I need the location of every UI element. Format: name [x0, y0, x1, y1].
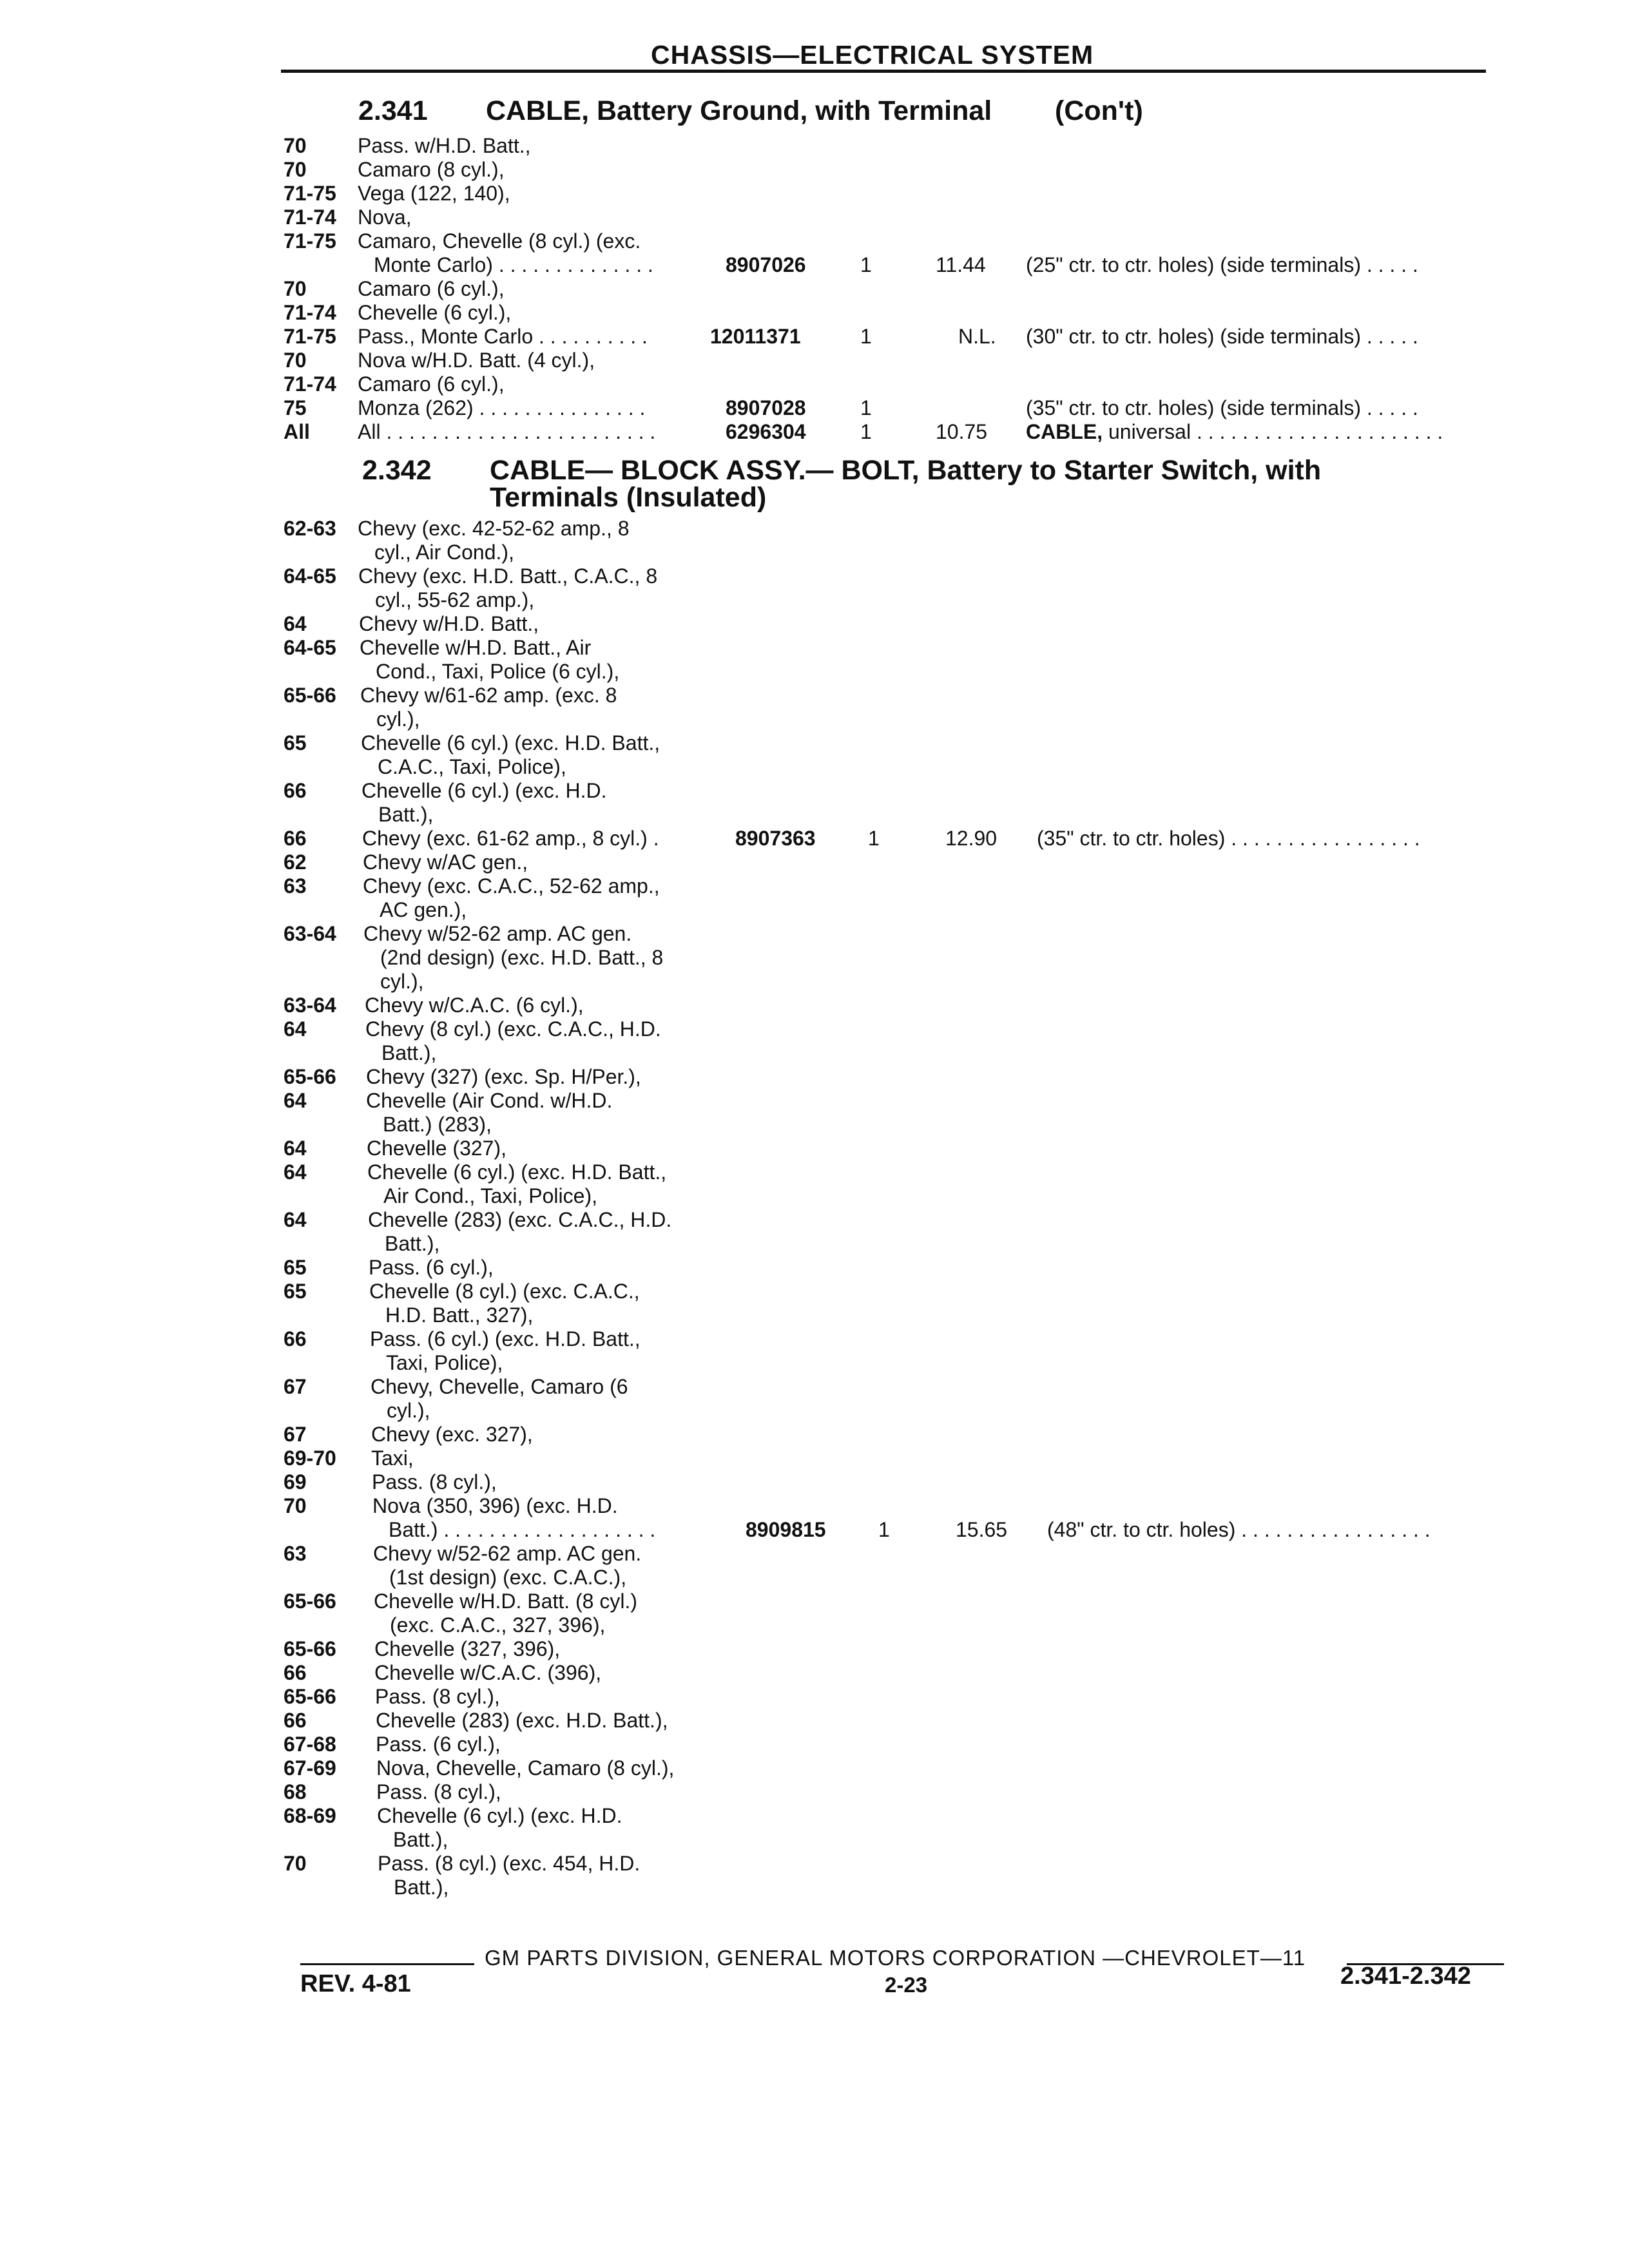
model-year: 71-75: [284, 325, 336, 348]
model-year: 67: [284, 1423, 307, 1446]
model-year: 68: [284, 1780, 307, 1803]
parts-row: [0, 1137, 1629, 1160]
parts-row: [0, 1399, 1629, 1423]
part-number: 8907363: [735, 827, 816, 850]
application-description: (exc. C.A.C., 327, 396),: [390, 1613, 606, 1637]
model-year: 70: [284, 134, 307, 157]
model-year: 63-64: [284, 994, 336, 1017]
parts-row: [0, 1208, 1629, 1232]
model-year: 71-75: [284, 182, 336, 205]
price: 11.44: [936, 253, 986, 276]
part-note-text: (35" ctr. to ctr. holes) . . . . . . . . . . . . . . . . .: [1037, 827, 1420, 850]
model-year: 64: [284, 1208, 307, 1231]
parts-row: [0, 1089, 1629, 1113]
model-year: 63-64: [284, 922, 336, 945]
parts-row: [0, 1542, 1629, 1566]
parts-row: [0, 1637, 1629, 1661]
footer-section-range: 2.341-2.342: [1340, 1963, 1471, 1990]
application-description: cyl.),: [387, 1399, 430, 1422]
application-description: AC gen.),: [380, 898, 467, 921]
footer-rule-left: [300, 1963, 474, 1965]
model-year: 65: [284, 1280, 307, 1303]
application-description: Air Cond., Taxi, Police),: [383, 1184, 597, 1207]
application-description: Pass. (6 cyl.),: [369, 1256, 494, 1279]
model-year: 64: [284, 1137, 307, 1160]
application-description: Chevelle (327),: [367, 1137, 506, 1160]
application-description: Chevy w/52-62 amp. AC gen.: [373, 1542, 642, 1565]
model-year: 65-66: [284, 1637, 336, 1660]
parts-row: [0, 1184, 1629, 1208]
parts-row: [0, 1804, 1629, 1828]
application-description: cyl.),: [380, 970, 424, 993]
model-year: 66: [284, 1661, 307, 1684]
quantity: 1: [868, 827, 880, 850]
application-description: Nova w/H.D. Batt. (4 cyl.),: [358, 349, 595, 372]
model-year: 70: [284, 349, 307, 372]
part-note: [1026, 420, 1443, 444]
model-year: 66: [284, 827, 307, 850]
part-number: 6296304: [726, 420, 806, 443]
application-description: Pass. w/H.D. Batt.,: [358, 134, 531, 157]
parts-row: [0, 779, 1629, 803]
application-description: cyl., 55-62 amp.),: [375, 588, 535, 611]
model-year: 62: [284, 850, 307, 874]
application-description: Chevelle (283) (exc. H.D. Batt.),: [376, 1709, 668, 1732]
model-year: 70: [284, 1494, 307, 1517]
application-description: Vega (122, 140),: [358, 182, 510, 205]
parts-row: [0, 755, 1629, 779]
parts-row: [0, 1017, 1629, 1041]
parts-row: [0, 994, 1629, 1017]
application-description: Chevy (8 cyl.) (exc. C.A.C., H.D.: [365, 1017, 661, 1041]
part-note-text: (25" ctr. to ctr. holes) (side terminals) . . . . .: [1026, 253, 1418, 276]
parts-row: [0, 803, 1629, 827]
section-2341-cont: (Con't): [1055, 95, 1143, 126]
parts-row: [0, 874, 1629, 898]
parts-row: [0, 1470, 1629, 1494]
application-description: All . . . . . . . . . . . . . . . . . . . . . . . .: [358, 420, 656, 443]
parts-row: [0, 158, 1629, 182]
parts-row: [0, 612, 1629, 636]
footer-page-number: 2-23: [885, 1973, 928, 1997]
parts-row: [0, 827, 1629, 850]
application-description: Batt.),: [381, 1041, 437, 1064]
application-description: Chevelle w/H.D. Batt. (8 cyl.): [374, 1590, 637, 1613]
parts-row: [0, 182, 1629, 206]
application-description: Pass. (8 cyl.) (exc. 454, H.D.: [378, 1852, 641, 1875]
footer-revision: REV. 4-81: [300, 1970, 411, 1997]
application-description: Chevelle (6 cyl.) (exc. H.D. Batt.,: [367, 1160, 667, 1184]
application-description: Chevelle (6 cyl.),: [358, 301, 512, 324]
application-description: Chevelle (6 cyl.) (exc. H.D.: [361, 779, 607, 802]
part-number: 8907026: [726, 253, 806, 276]
application-description: Pass. (8 cyl.),: [372, 1470, 497, 1494]
model-year: 65: [284, 731, 307, 754]
model-year: 62-63: [284, 517, 336, 540]
parts-row: [0, 1160, 1629, 1184]
parts-row: [0, 922, 1629, 946]
parts-row: [0, 229, 1629, 253]
application-description: Batt.),: [378, 803, 434, 826]
application-description: Monte Carlo) . . . . . . . . . . . . . .: [374, 253, 653, 276]
parts-row: [0, 1446, 1629, 1470]
quantity: 1: [860, 253, 872, 276]
parts-row: [0, 636, 1629, 660]
model-year: 65-66: [284, 1685, 336, 1708]
parts-row: [0, 564, 1629, 588]
model-year: 70: [284, 277, 307, 300]
model-year: 64: [284, 1160, 307, 1184]
parts-row: [0, 517, 1629, 541]
part-number: 8909815: [746, 1518, 826, 1541]
part-note-text: (48" ctr. to ctr. holes) . . . . . . . . . . . . . . . . .: [1047, 1518, 1431, 1541]
quantity: 1: [860, 420, 872, 443]
parts-row: [0, 1733, 1629, 1756]
application-description: Camaro (6 cyl.),: [358, 277, 505, 300]
model-year: 71-74: [284, 301, 336, 324]
model-year: 69-70: [284, 1446, 336, 1470]
application-description: Chevelle (327, 396),: [374, 1637, 561, 1660]
application-description: Nova, Chevelle, Camaro (8 cyl.),: [376, 1756, 675, 1780]
parts-row: [0, 349, 1629, 372]
model-year: 65-66: [284, 1065, 336, 1088]
model-year: 69: [284, 1470, 307, 1494]
parts-row: [0, 1709, 1629, 1733]
part-number: 12011371: [710, 325, 801, 348]
parts-row: [0, 707, 1629, 731]
application-description: Chevy w/52-62 amp. AC gen.: [363, 922, 632, 945]
application-description: Batt.) (283),: [383, 1113, 492, 1136]
parts-row: [0, 325, 1629, 349]
parts-row: [0, 1613, 1629, 1637]
part-note: [1026, 253, 1418, 277]
parts-row: [0, 1256, 1629, 1280]
parts-row: [0, 1661, 1629, 1685]
part-note: [1037, 827, 1420, 850]
application-description: Nova,: [358, 206, 412, 229]
application-description: Chevy (exc. 42-52-62 amp., 8: [358, 517, 630, 540]
model-year: 71-74: [284, 206, 336, 229]
model-year: 64: [284, 1089, 307, 1112]
parts-row: [0, 850, 1629, 874]
model-year: 66: [284, 1709, 307, 1732]
application-description: Chevelle (8 cyl.) (exc. C.A.C.,: [369, 1280, 640, 1303]
section-2342-title: CABLE— BLOCK ASSY.— BOLT, Battery to Starter Switch, with: [490, 455, 1322, 486]
parts-row: [0, 1756, 1629, 1780]
price: 10.75: [936, 420, 988, 443]
parts-row: [0, 1351, 1629, 1375]
part-note-text: universal . . . . . . . . . . . . . . . . . . . . . .: [1103, 420, 1443, 443]
parts-row: [0, 1041, 1629, 1065]
part-note: [1047, 1518, 1431, 1542]
part-note-text: (35" ctr. to ctr. holes) (side terminals) . . . . .: [1026, 396, 1418, 419]
parts-row: [0, 277, 1629, 301]
application-description: Pass. (6 cyl.),: [376, 1733, 501, 1756]
application-description: Pass. (8 cyl.),: [375, 1685, 500, 1708]
part-note-bold: CABLE,: [1026, 420, 1103, 443]
price: 12.90: [945, 827, 998, 850]
parts-row: [0, 1590, 1629, 1613]
application-description: Pass., Monte Carlo . . . . . . . . . .: [358, 325, 648, 348]
model-year: 65-66: [284, 684, 336, 707]
application-description: Chevy (327) (exc. Sp. H/Per.),: [366, 1065, 641, 1088]
page-title: CHASSIS—ELECTRICAL SYSTEM: [651, 40, 1094, 70]
application-description: Chevy, Chevelle, Camaro (6: [371, 1375, 628, 1398]
parts-row: [0, 1566, 1629, 1590]
model-year: 75: [284, 396, 307, 419]
parts-row: [0, 1375, 1629, 1399]
application-description: Batt.),: [394, 1876, 449, 1899]
model-year: 68-69: [284, 1804, 336, 1827]
application-description: (2nd design) (exc. H.D. Batt., 8: [380, 946, 664, 969]
model-year: 63: [284, 874, 307, 898]
application-description: Cond., Taxi, Police (6 cyl.),: [376, 660, 620, 683]
application-description: (1st design) (exc. C.A.C.),: [389, 1566, 627, 1589]
application-description: Monza (262) . . . . . . . . . . . . . . .: [358, 396, 646, 419]
parts-row: [0, 946, 1629, 970]
parts-row: [0, 588, 1629, 612]
parts-row: [0, 134, 1629, 158]
model-year: 67-69: [284, 1756, 336, 1780]
parts-row: [0, 541, 1629, 564]
part-note: [1026, 325, 1418, 349]
quantity: 1: [860, 396, 872, 419]
application-description: H.D. Batt., 327),: [385, 1303, 534, 1327]
model-year: 70: [284, 158, 307, 181]
application-description: Batt.),: [385, 1232, 440, 1255]
model-year: 64: [284, 612, 307, 635]
parts-row: [0, 396, 1629, 420]
application-description: Batt.) . . . . . . . . . . . . . . . . . . .: [389, 1518, 656, 1541]
application-description: Chevy (exc. C.A.C., 52-62 amp.,: [363, 874, 660, 898]
model-year: All: [284, 420, 310, 443]
price: 15.65: [956, 1518, 1008, 1541]
quantity: 1: [878, 1518, 890, 1541]
application-description: Taxi,: [371, 1446, 414, 1470]
parts-row: [0, 1065, 1629, 1089]
application-description: Chevelle (283) (exc. C.A.C., H.D.: [368, 1208, 672, 1231]
parts-row: [0, 1685, 1629, 1709]
model-year: 71-75: [284, 229, 336, 253]
application-description: Camaro (6 cyl.),: [358, 372, 505, 396]
parts-row: [0, 1828, 1629, 1852]
parts-row: [0, 898, 1629, 922]
parts-row: [0, 1780, 1629, 1804]
application-description: Pass. (8 cyl.),: [376, 1780, 501, 1803]
model-year: 64: [284, 1017, 307, 1041]
application-description: Batt.),: [393, 1828, 448, 1851]
model-year: 64-65: [284, 564, 336, 588]
model-year: 67-68: [284, 1733, 336, 1756]
model-year: 65-66: [284, 1590, 336, 1613]
model-year: 64-65: [284, 636, 336, 659]
parts-row: [0, 970, 1629, 994]
header-rule: [281, 70, 1486, 73]
parts-row: [0, 660, 1629, 684]
application-description: Taxi, Police),: [386, 1351, 503, 1374]
application-description: Chevy (exc. 327),: [371, 1423, 533, 1446]
application-description: Camaro (8 cyl.),: [358, 158, 505, 181]
application-description: Chevy (exc. 61-62 amp., 8 cyl.) .: [362, 827, 659, 850]
application-description: Chevy w/H.D. Batt.,: [359, 612, 539, 635]
model-year: 66: [284, 1327, 307, 1350]
part-note: [1026, 396, 1418, 420]
parts-row: [0, 1113, 1629, 1137]
application-description: C.A.C., Taxi, Police),: [378, 755, 566, 778]
part-note-text: (30" ctr. to ctr. holes) (side terminals) . . . . .: [1026, 325, 1418, 348]
parts-row: [0, 206, 1629, 229]
parts-row: [0, 1876, 1629, 1899]
application-description: Chevelle (Air Cond. w/H.D.: [366, 1089, 613, 1112]
application-description: Chevelle (6 cyl.) (exc. H.D. Batt.,: [361, 731, 660, 754]
model-year: 66: [284, 779, 307, 802]
model-year: 70: [284, 1852, 307, 1875]
application-description: Chevelle (6 cyl.) (exc. H.D.: [377, 1804, 622, 1827]
footer-corporation: GM PARTS DIVISION, GENERAL MOTORS CORPORATION —CHEVROLET—11: [485, 1946, 1306, 1970]
model-year: 67: [284, 1375, 307, 1398]
parts-row: [0, 684, 1629, 707]
application-description: Pass. (6 cyl.) (exc. H.D. Batt.,: [370, 1327, 641, 1350]
parts-row: [0, 372, 1629, 396]
application-description: Chevelle w/C.A.C. (396),: [374, 1661, 602, 1684]
parts-row: [0, 1494, 1629, 1518]
section-2341-title: CABLE, Battery Ground, with Terminal: [486, 95, 992, 126]
quantity: 1: [860, 325, 872, 348]
parts-row: [0, 1280, 1629, 1303]
application-description: Chevy w/AC gen.,: [363, 850, 528, 874]
price: N.L.: [958, 325, 996, 348]
parts-row: [0, 1518, 1629, 1542]
model-year: 71-74: [284, 372, 336, 396]
application-description: Chevy (exc. H.D. Batt., C.A.C., 8: [358, 564, 658, 588]
model-year: 63: [284, 1542, 307, 1565]
application-description: cyl., Air Cond.),: [374, 541, 514, 564]
parts-row: [0, 1423, 1629, 1446]
application-description: Camaro, Chevelle (8 cyl.) (exc.: [358, 229, 641, 253]
section-2342-title-line2: Terminals (Insulated): [490, 482, 767, 513]
application-description: Chevelle w/H.D. Batt., Air: [360, 636, 592, 659]
parts-row: [0, 1852, 1629, 1876]
parts-row: [0, 731, 1629, 755]
model-year: 65: [284, 1256, 307, 1279]
parts-row: [0, 1327, 1629, 1351]
application-description: Nova (350, 396) (exc. H.D.: [372, 1494, 618, 1517]
parts-row: [0, 420, 1629, 444]
application-description: cyl.),: [376, 707, 420, 731]
part-number: 8907028: [726, 396, 806, 419]
application-description: Chevy w/61-62 amp. (exc. 8: [360, 684, 617, 707]
section-2342-number: 2.342: [362, 455, 432, 486]
parts-row: [0, 253, 1629, 277]
application-description: Chevy w/C.A.C. (6 cyl.),: [365, 994, 584, 1017]
parts-row: [0, 1303, 1629, 1327]
parts-row: [0, 301, 1629, 325]
parts-row: [0, 1232, 1629, 1256]
section-2341-number: 2.341: [358, 95, 428, 126]
